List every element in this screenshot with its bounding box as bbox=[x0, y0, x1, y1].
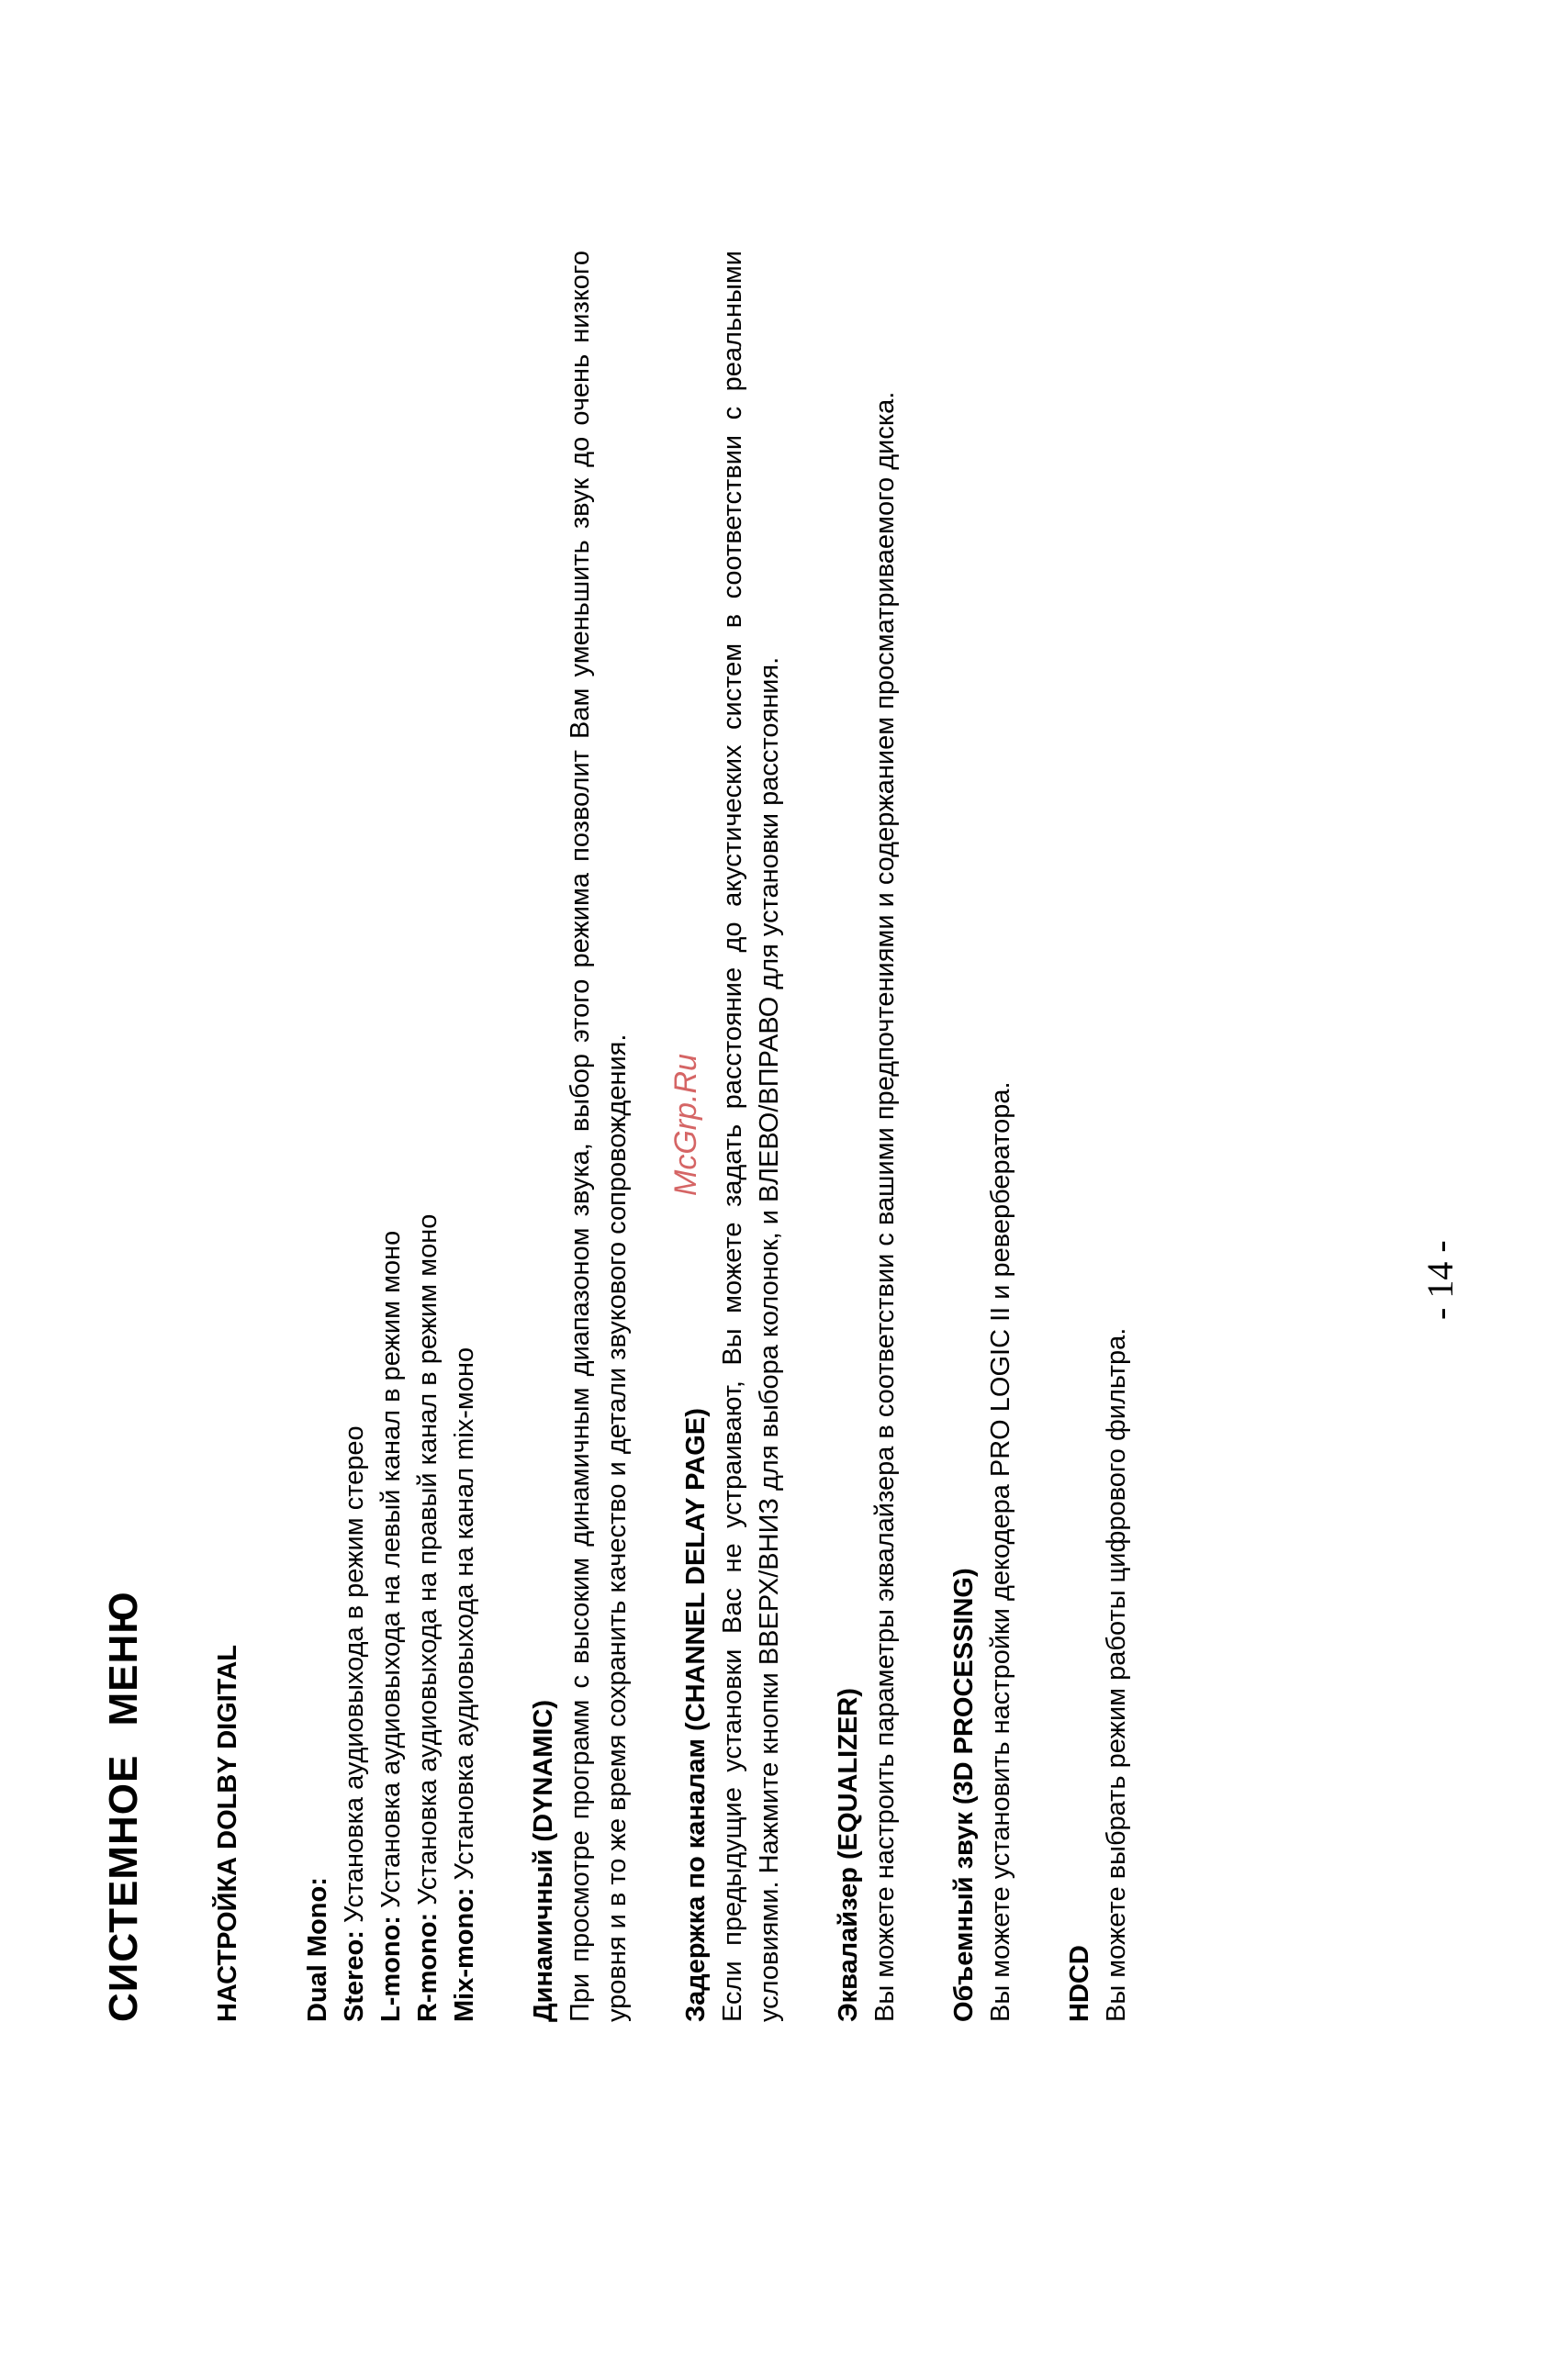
term-l-mono: L-mono: bbox=[376, 1916, 406, 2022]
equalizer-heading: Эквалайзер (EQUALIZER) bbox=[834, 1688, 863, 2022]
term-stereo: Stereo: bbox=[340, 1930, 369, 2022]
section-dual-mono bbox=[299, 251, 483, 2022]
equalizer-text: Вы можете настроить параметры эквалайзера в соответствии с вашими предпочтениями и содержанием просматриваемого диска. bbox=[870, 391, 900, 2022]
page-title: СИСТЕМНОЕ МЕНЮ bbox=[101, 1591, 146, 2022]
processing-text: Вы можете установить настройки декодера PRO LOGIC II и ревербератора. bbox=[986, 1081, 1015, 2022]
dolby-heading: НАСТРОЙКА DOLBY DIGITAL bbox=[213, 1644, 242, 2022]
section-equalizer bbox=[830, 251, 903, 2022]
delay-text: Если предыдущие установки Вас не устраивают, Вы можете задать расстояние до акустических систем в соответствии с реальными условиями. Нажмите кнопки ВВЕРХ/ВНИЗ для выбора колонок, и ВЛЕВО/ВПРАВО для установки расстояния. bbox=[718, 251, 784, 2022]
desc-stereo: Установка аудиовыхода в режим стерео bbox=[340, 1425, 369, 1931]
delay-heading: Задержка по каналам (CHANNEL DELAY PAGE) bbox=[681, 1408, 711, 2022]
section-dolby bbox=[209, 251, 246, 2022]
dynamic-heading: Динамичный (DYNAMIC) bbox=[529, 1699, 558, 2022]
section-hdcd bbox=[1061, 251, 1135, 2022]
watermark: McGrp.Ru bbox=[668, 1054, 703, 1196]
page-content bbox=[101, 251, 1177, 2022]
dual-mono-item-l-mono bbox=[373, 251, 409, 2022]
desc-l-mono: Установка аудиовыхода на левый канал в режим моно bbox=[376, 1230, 406, 1916]
term-r-mono: R-mono: bbox=[413, 1912, 443, 2022]
hdcd-text: Вы можете выбрать режим работы цифрового фильтра. bbox=[1102, 1327, 1131, 2022]
desc-r-mono: Установка аудиовыхода на правый канал в режим моно bbox=[413, 1213, 443, 1913]
dual-mono-item-mix-mono bbox=[446, 251, 483, 2022]
section-3d-processing bbox=[946, 251, 1019, 2022]
page-number: - 14 - bbox=[1419, 1240, 1461, 1320]
section-dynamic bbox=[525, 251, 635, 2022]
processing-heading: Объемный звук (3D PROCESSING) bbox=[949, 1568, 979, 2022]
dual-mono-item-r-mono bbox=[409, 251, 446, 2022]
dual-mono-item-stereo bbox=[336, 251, 373, 2022]
term-mix-mono: Mix-mono: bbox=[450, 1887, 479, 2022]
dual-mono-heading: Dual Mono: bbox=[303, 1877, 332, 2022]
hdcd-heading: HDCD bbox=[1065, 1945, 1094, 2022]
dynamic-text: При просмотре программ с высоким динамичным диапазоном звука, выбор этого режима позволит Вам уменьшить звук до очень низкого уровня и в то же время сохранить качество и детали звукового сопровождения. bbox=[566, 251, 632, 2022]
desc-mix-mono: Установка аудиовыхода на канал mix-моно bbox=[450, 1346, 479, 1888]
